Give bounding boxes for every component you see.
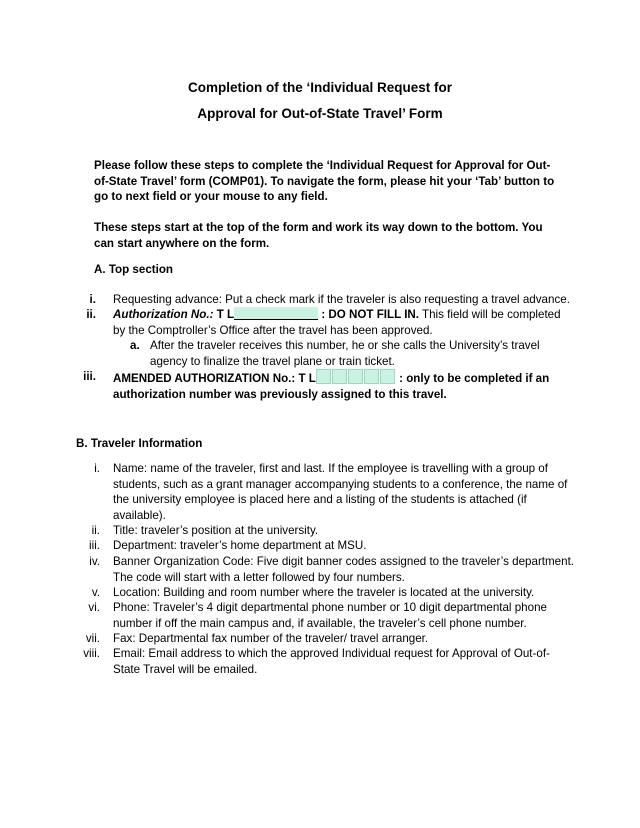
digit-box — [316, 369, 331, 384]
section-b-heading: B. Traveler Information — [76, 437, 203, 450]
item-number: viii. — [83, 647, 100, 660]
digit-box — [380, 369, 395, 384]
item-number: vi. — [88, 601, 100, 614]
title-line-1: Completion of the ‘Individual Request for — [187, 80, 452, 95]
item-text: Phone: Traveler’s 4 digit departmental phone number or 10 digit departmental phone number if off the main campus and, if available, the traveler’s cell phone number. — [113, 601, 547, 630]
item-number: iii. — [83, 370, 96, 383]
title-line-2: Approval for Out-of-State Travel’ Form — [197, 106, 443, 121]
authorization-label: Authorization No.: — [113, 308, 214, 321]
item-number: i. — [89, 293, 96, 306]
amended-authorization-label: AMENDED AUTHORIZATION No.: — [113, 372, 296, 385]
authorization-prefix: T L — [216, 308, 235, 321]
intro-paragraph-1: Please follow these steps to complete the ‘Individual Request for Approval for Out-of-State Travel’ form (COMP01). To navigate the form, please hit your ‘Tab’ button to go to next field or your mouse to any field. — [94, 159, 555, 203]
authorization-description: This field will be completed by the Comptroller’s Office after the travel has been approved. — [113, 308, 561, 337]
item-number: iv. — [89, 555, 100, 568]
item-text: Requesting advance: Put a check mark if the traveler is also requesting a travel advance. — [113, 293, 570, 306]
intro-paragraph-2: These steps start at the top of the form and work its way down to the bottom. You can start anywhere on the form. — [94, 221, 543, 250]
item-text — [113, 307, 575, 338]
item-number: i. — [94, 462, 100, 475]
section-a-heading: A. Top section — [94, 263, 174, 276]
item-text: Location: Building and room number where the traveler is located at the university. — [113, 586, 535, 599]
item-text: Title: traveler’s position at the university. — [113, 524, 319, 537]
digit-box — [348, 369, 363, 384]
item-number: vii. — [85, 632, 100, 645]
amended-authorization-prefix: T L — [298, 372, 316, 385]
item-text: Department: traveler’s home department at MSU. — [113, 539, 367, 552]
digit-box — [364, 369, 379, 384]
item-number: v. — [91, 586, 100, 599]
item-number: ii. — [86, 308, 96, 321]
item-text — [113, 369, 575, 402]
authorization-number-field — [234, 307, 318, 320]
subitem-number: a. — [130, 339, 140, 352]
item-text: Name: name of the traveler, first and last. If the employee is travelling with a group of students, such as a grant manager accompanying students to a conference, the name of the university employee is placed here and a listing of the students is attached (if available). — [113, 462, 568, 522]
item-text: Banner Organization Code: Five digit banner codes assigned to the traveler’s department. The code will start with a letter followed by four numbers. — [113, 555, 575, 584]
amended-authorization-note: : only to be completed if an authorization number was previously assigned to this travel. — [113, 372, 550, 401]
item-number: ii. — [91, 524, 100, 537]
digit-box — [332, 369, 347, 384]
item-text: Email: Email address to which the approved Individual request for Approval of Out-of-State Travel will be emailed. — [113, 647, 550, 676]
authorization-note: : DO NOT FILL IN. — [321, 308, 420, 321]
item-text: Fax: Departmental fax number of the traveler/ travel arranger. — [113, 632, 429, 645]
item-number: iii. — [89, 539, 100, 552]
subitem-text: After the traveler receives this number, he or she calls the University’s travel agency to finalize the travel plane or train ticket. — [150, 339, 540, 368]
